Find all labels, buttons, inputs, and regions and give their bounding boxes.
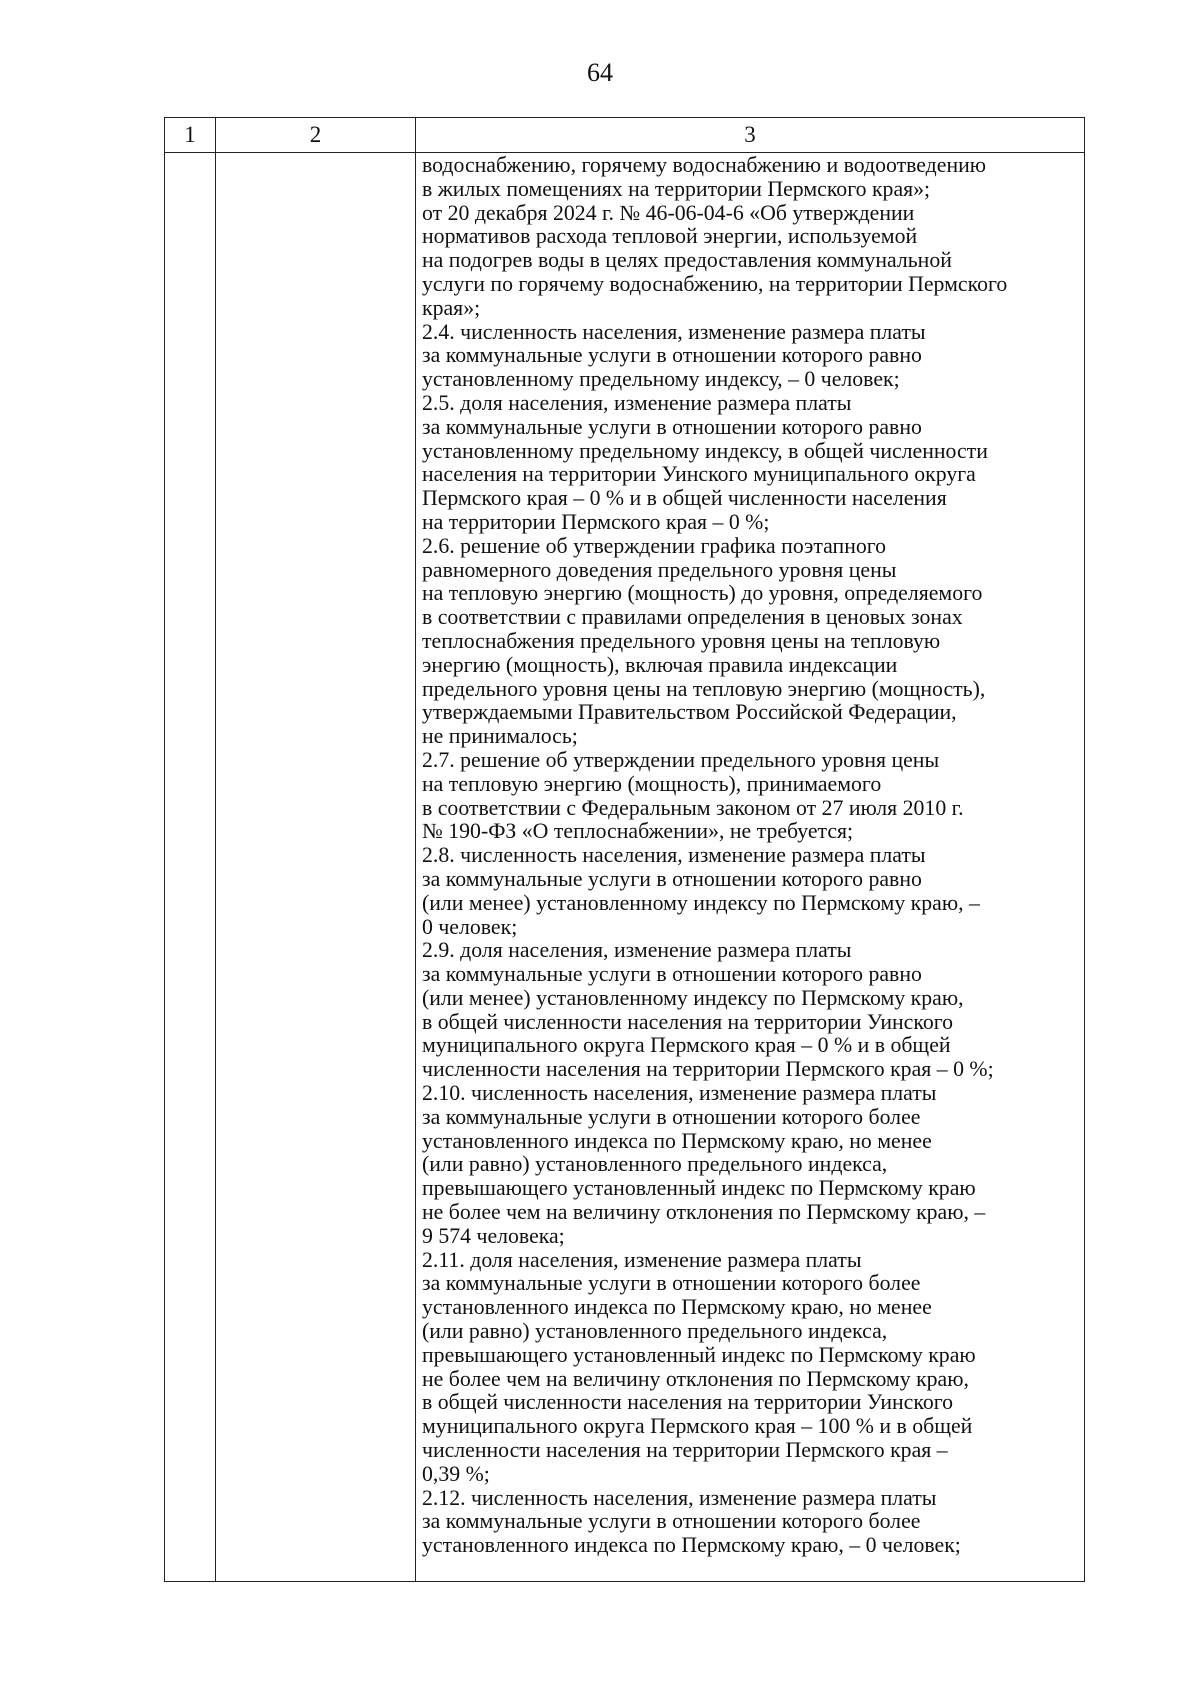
text-line: 2.6. решение об утверждении графика поэтапного xyxy=(422,533,887,558)
column-2-cell xyxy=(216,153,416,1582)
text-line: установленного индекса по Пермскому краю, но менее xyxy=(422,1128,932,1153)
text-line: 9 574 человека; xyxy=(422,1223,565,1248)
text-line: 0,39 %; xyxy=(422,1461,490,1486)
column-3-text xyxy=(416,153,1084,1558)
text-line: на тепловую энергию (мощность) до уровня, определяемого xyxy=(422,581,983,606)
text-line: равномерного доведения предельного уровня цены xyxy=(422,557,897,582)
text-line: 2.7. решение об утверждении предельного уровня цены xyxy=(422,747,940,772)
text-line: края»; xyxy=(422,295,481,320)
column-1-cell xyxy=(165,153,216,1582)
document-table xyxy=(164,117,1085,1582)
text-line: численности населения на территории Пермского края – xyxy=(422,1438,948,1463)
text-line: превышающего установленный индекс по Пермскому краю xyxy=(422,1176,976,1201)
text-line: 0 человек; xyxy=(422,914,518,939)
text-line: установленному предельному индексу, – 0 человек; xyxy=(422,367,900,392)
text-line: нормативов расхода тепловой энергии, используемой xyxy=(422,224,918,249)
text-line: за коммунальные услуги в отношении которого равно xyxy=(422,343,922,368)
text-line: в жилых помещениях на территории Пермского края»; xyxy=(422,176,931,201)
text-line: (или менее) установленному индексу по Пермскому краю, – xyxy=(422,890,980,915)
text-line: в соответствии с Федеральным законом от 27 июля 2010 г. xyxy=(422,795,964,820)
text-line: установленного индекса по Пермскому краю, – 0 человек; xyxy=(422,1533,961,1558)
text-line: водоснабжению, горячему водоснабжению и водоотведению xyxy=(422,153,987,177)
text-line: численности населения на территории Пермского края – 0 %; xyxy=(422,1057,994,1082)
text-line: превышающего установленный индекс по Пермскому краю xyxy=(422,1342,976,1367)
text-line: от 20 декабря 2024 г. № 46-06-04-6 «Об утверждении xyxy=(422,200,915,225)
table-row xyxy=(165,153,1085,1582)
text-line: в общей численности населения на территории Уинского xyxy=(422,1390,954,1415)
text-line: 2.12. численность населения, изменение размера платы xyxy=(422,1485,937,1510)
text-line: населения на территории Уинского муниципального округа xyxy=(422,462,976,487)
text-line: предельного уровня цены на тепловую энергию (мощность), xyxy=(422,676,986,701)
text-line: не более чем на величину отклонения по Пермскому краю, – xyxy=(422,1200,986,1225)
text-line: 2.9. доля населения, изменение размера платы xyxy=(422,938,852,963)
page-number: 64 xyxy=(587,58,613,87)
text-line: 2.10. численность населения, изменение размера платы xyxy=(422,1081,937,1106)
column-3-cell xyxy=(416,153,1085,1582)
table-header-row xyxy=(165,118,1085,153)
text-line: утверждаемыми Правительством Российской Федерации, xyxy=(422,700,957,725)
text-line: (или равно) установленного предельного индекса, xyxy=(422,1152,888,1177)
text-line: 2.4. численность населения, изменение размера платы xyxy=(422,319,926,344)
column-header-1: 1 xyxy=(165,118,216,153)
text-line: не более чем на величину отклонения по Пермскому краю, xyxy=(422,1366,969,1391)
text-line: за коммунальные услуги в отношении которого более xyxy=(422,1271,921,1296)
column-header-2: 2 xyxy=(216,118,416,153)
text-line: услуги по горячему водоснабжению, на территории Пермского xyxy=(422,271,1008,296)
text-line: энергию (мощность), включая правила индексации xyxy=(422,652,898,677)
text-line: в соответствии с правилами определения в ценовых зонах xyxy=(422,605,963,630)
text-line: муниципального округа Пермского края – 0 % и в общей xyxy=(422,1033,951,1058)
text-line: за коммунальные услуги в отношении которого равно xyxy=(422,866,922,891)
text-line: Пермского края – 0 % и в общей численности населения xyxy=(422,486,947,511)
text-line: не принималось; xyxy=(422,724,578,749)
column-header-3: 3 xyxy=(416,118,1085,153)
text-line: на подогрев воды в целях предоставления коммунальной xyxy=(422,248,952,273)
text-line: за коммунальные услуги в отношении которого равно xyxy=(422,962,922,987)
text-line: 2.8. численность населения, изменение размера платы xyxy=(422,843,926,868)
text-line: № 190-ФЗ «О теплоснабжении», не требуется; xyxy=(422,819,854,844)
text-line: 2.11. доля населения, изменение размера платы xyxy=(422,1247,862,1272)
text-line: за коммунальные услуги в отношении которого равно xyxy=(422,414,922,439)
text-line: (или равно) установленного предельного индекса, xyxy=(422,1319,888,1344)
text-line: на территории Пермского края – 0 %; xyxy=(422,509,770,534)
text-line: за коммунальные услуги в отношении которого более xyxy=(422,1509,921,1534)
text-line: за коммунальные услуги в отношении которого более xyxy=(422,1104,921,1129)
text-line: (или менее) установленному индексу по Пермскому краю, xyxy=(422,985,964,1010)
text-line: в общей численности населения на территории Уинского xyxy=(422,1009,954,1034)
text-line: муниципального округа Пермского края – 100 % и в общей xyxy=(422,1414,973,1439)
text-line: установленному предельному индексу, в общей численности xyxy=(422,438,988,463)
text-line: теплоснабжения предельного уровня цены на тепловую xyxy=(422,628,941,653)
text-line: установленного индекса по Пермскому краю, но менее xyxy=(422,1295,932,1320)
text-line: 2.5. доля населения, изменение размера платы xyxy=(422,390,852,415)
text-line: на тепловую энергию (мощность), принимаемого xyxy=(422,771,882,796)
